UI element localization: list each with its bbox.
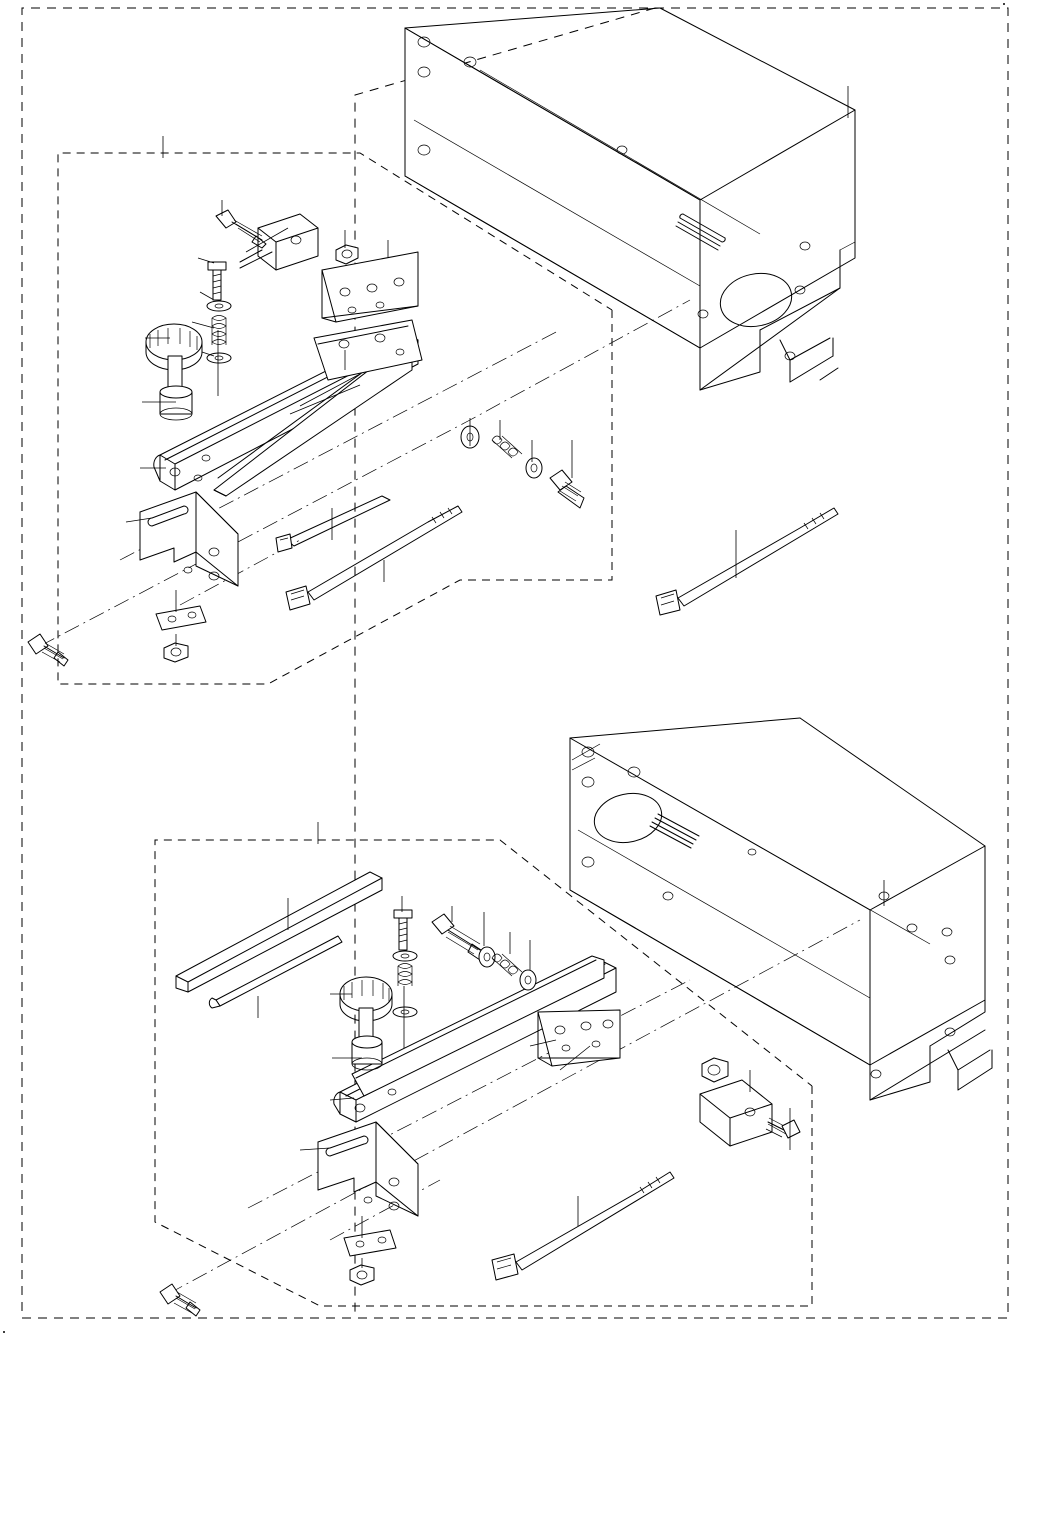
screw-upper-4 <box>28 634 68 666</box>
washer-upper-4 <box>526 458 542 478</box>
small-plate-upper <box>156 606 206 630</box>
washer-lower-1 <box>393 951 417 961</box>
washer-lower-2 <box>393 1007 417 1017</box>
screw-lower-1 <box>394 910 412 950</box>
angle-bracket-lower <box>318 1122 418 1216</box>
long-strip-lower <box>176 872 382 992</box>
small-plate-lower <box>344 1230 396 1256</box>
cable-tie-upper-1 <box>276 496 390 552</box>
side-panel-lower <box>570 718 992 1100</box>
spring-lower-2 <box>492 954 522 976</box>
spring-upper-2 <box>492 436 522 458</box>
spring-lower-1 <box>398 964 412 987</box>
screw-upper-2 <box>208 262 226 300</box>
cable-tie-lower-1 <box>492 1172 674 1280</box>
lower-assembly-group <box>155 718 992 1316</box>
angle-plate-upper <box>322 252 418 322</box>
washer-lower-4 <box>520 970 536 990</box>
hex-nut-upper <box>336 245 358 264</box>
screw-lower-2 <box>432 914 484 960</box>
thumb-knob-lower <box>340 977 392 1070</box>
angle-plate-lower <box>538 1010 620 1066</box>
screw-upper-3 <box>550 470 584 508</box>
upper-assembly-group <box>28 8 855 684</box>
screw-lower-3 <box>160 1284 200 1316</box>
hex-nut-lower <box>702 1058 728 1082</box>
rod-lower <box>209 936 342 1008</box>
cable-tie-upper-2 <box>286 506 462 610</box>
spring-upper-1 <box>212 316 226 346</box>
side-panel-upper <box>405 8 855 390</box>
cable-tie-upper-3 <box>656 508 838 615</box>
washer-upper-1 <box>207 301 231 311</box>
